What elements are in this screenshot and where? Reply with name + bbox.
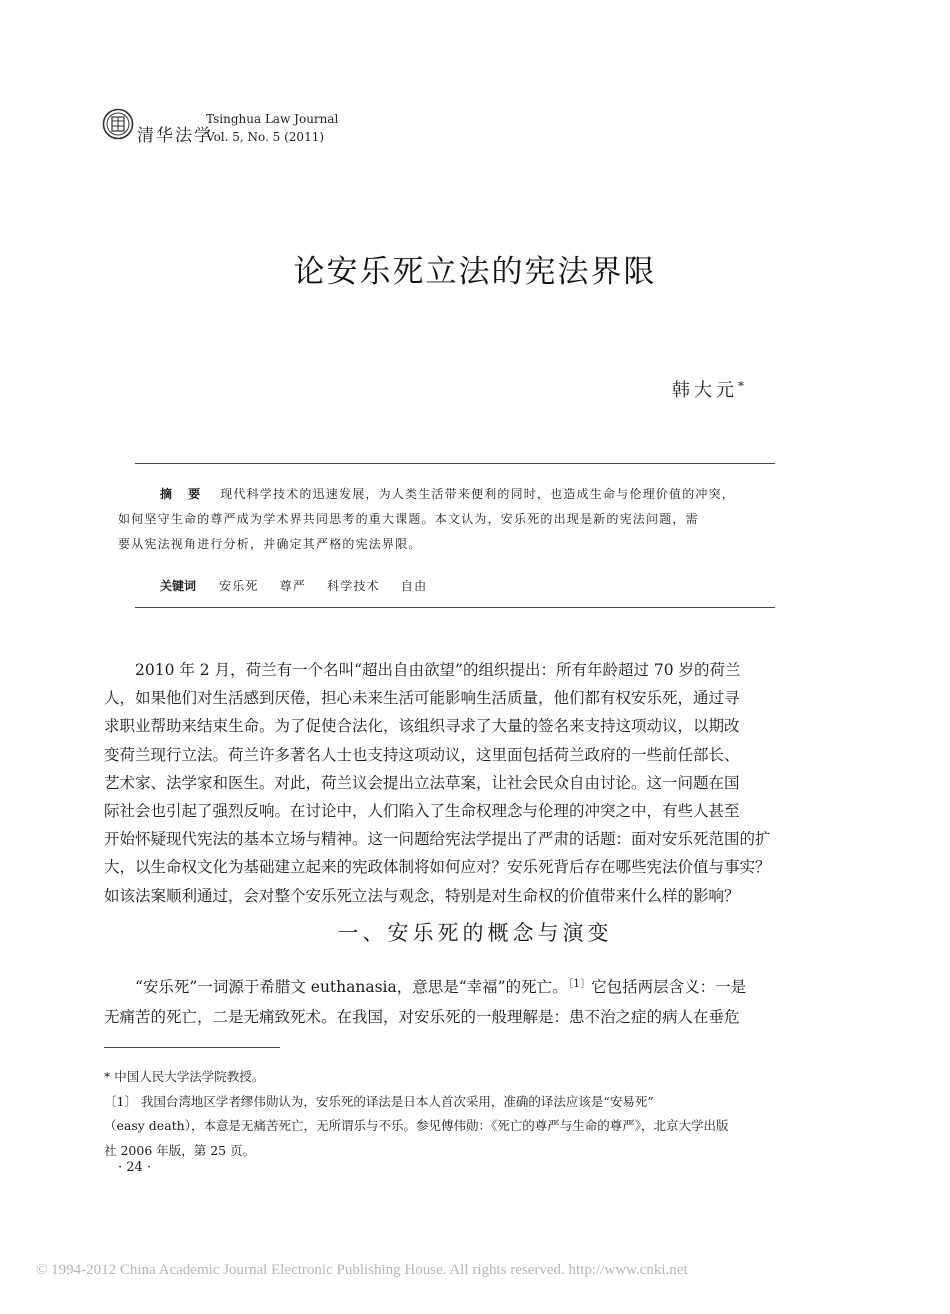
abstract-bottom-rule bbox=[135, 607, 775, 608]
body-line: 人，如果他们对生活感到厌倦，担心未来生活可能影响生活质量，他们都有权安乐死，通过寻 bbox=[104, 689, 740, 708]
body-line: 开始怀疑现代宪法的基本立场与精神。这一问题给宪法学提出了严肃的话题：面对安乐死范围的扩 bbox=[104, 830, 771, 849]
abstract-line: 要从宪法视角进行分析，并确定其严格的宪法界限。 bbox=[118, 537, 422, 551]
abstract bbox=[118, 482, 778, 557]
body-line: 际社会也引起了强烈反响。在讨论中，人们陷入了生命权理念与伦理的冲突之中，有些人甚至 bbox=[104, 802, 740, 821]
footnote-ref[interactable]: 〔1〕 bbox=[567, 977, 592, 990]
author bbox=[672, 376, 744, 402]
footnote-author: * 中国人民大学法学院教授。 bbox=[104, 1069, 265, 1084]
journal-name-en: Tsinghua Law Journal bbox=[206, 112, 339, 126]
page-number: · 24 · bbox=[118, 1160, 152, 1175]
keywords bbox=[160, 577, 443, 594]
body-line: 大，以生命权文化为基础建立起来的宪政体制将如何应对？安乐死背后存在哪些宪法价值与事实？ bbox=[104, 858, 771, 877]
body-paragraph bbox=[104, 656, 804, 910]
body-line: 变荷兰现行立法。荷兰许多著名人士也支持这项动议，这里面包括荷兰政府的一些前任部长、 bbox=[104, 745, 740, 764]
journal-seal-logo bbox=[102, 108, 134, 140]
author-footnote-mark: * bbox=[738, 379, 744, 393]
body-line: 2010 年 2 月，荷兰有一个名叫“超出自由欲望”的组织提出：所有年龄超过 70 岁的荷兰 bbox=[135, 661, 741, 679]
keyword: 自由 bbox=[400, 579, 428, 593]
body-line: “安乐死”一词源于希腊文 euthanasia，意思是“幸福”的死亡。$^{〔1〕}$它包括两层含义：一是 bbox=[135, 977, 747, 996]
keyword: 安乐死 bbox=[219, 579, 259, 593]
abstract-line: 如何坚守生命的尊严成为学术界共同思考的重大课题。本文认为，安乐死的出现是新的宪法问题，需 bbox=[118, 512, 699, 526]
footnote-line: 社 2006 年版，第 25 页。 bbox=[104, 1142, 256, 1158]
body-line: 如该法案顺利通过，会对整个安乐死立法与观念，特别是对生命权的价值带来什么样的影响？ bbox=[104, 886, 740, 905]
abstract-top-rule bbox=[135, 463, 775, 464]
copyright-watermark: © 1994-2012 China Academic Journal Electronic Publishing House. All rights reserved. http://www.cnki.net bbox=[36, 1262, 688, 1278]
abstract-label: 摘 要 bbox=[160, 487, 207, 501]
author-name: 韩大元 bbox=[672, 380, 738, 401]
footnote-line: （easy death），本意是无痛苦死亡，无所谓乐与不乐。参见傅伟勋：《死亡的尊严与生命的尊严》，北京大学出版 bbox=[104, 1118, 729, 1133]
section-heading: 一、安乐死的概念与演变 bbox=[337, 921, 613, 945]
footnote-rule bbox=[104, 1047, 280, 1048]
body-paragraph bbox=[104, 973, 804, 1032]
footnote-line: 〔1〕 我国台湾地区学者缪伟勋认为，安乐死的译法是日本人首次采用，准确的译法应该是“安易死” bbox=[104, 1093, 654, 1109]
body-line: 求职业帮助来结束生命。为了促使合法化，该组织寻求了大量的签名来支持这项动议，以期改 bbox=[104, 717, 740, 736]
footnotes bbox=[104, 1065, 804, 1163]
keyword: 科学技术 bbox=[327, 579, 380, 593]
abstract-line: 摘 要 现代科学技术的迅速发展，为人类生活带来便利的同时，也造成生命与伦理价值的冲突， bbox=[160, 487, 735, 501]
journal-name-cn: 清华法学 bbox=[137, 126, 213, 146]
body-line: 无痛苦的死亡，二是无痛致死术。在我国，对安乐死的一般理解是：患不治之症的病人在垂危 bbox=[104, 1008, 740, 1027]
article-title: 论安乐死立法的宪法界限 bbox=[293, 254, 657, 290]
journal-volume: Vol. 5, No. 5 (2011) bbox=[206, 130, 325, 144]
keyword: 尊严 bbox=[279, 579, 307, 593]
keywords-label: 关键词 bbox=[160, 579, 197, 593]
body-line: 艺术家、法学家和医生。对此，荷兰议会提出立法草案，让社会民众自由讨论。这一问题在国 bbox=[104, 773, 740, 792]
